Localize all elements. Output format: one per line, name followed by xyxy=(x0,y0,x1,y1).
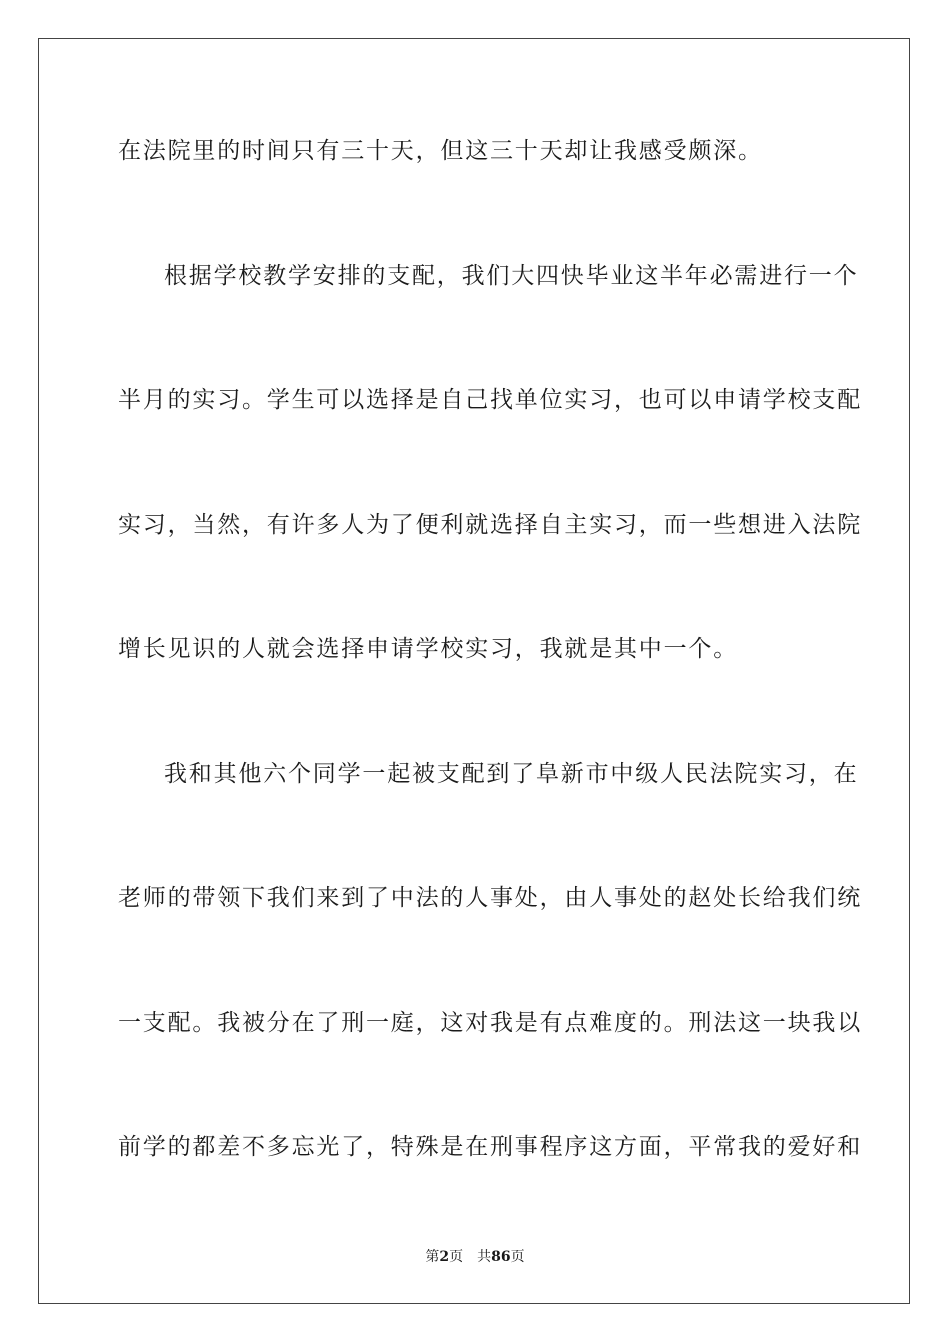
page-prefix: 第 xyxy=(425,1249,440,1265)
paragraph-line: 老师的带领下我们来到了中法的人事处，由人事处的赵处长给我们统 xyxy=(118,885,862,911)
paragraph-line: 前学的都差不多忘光了，特殊是在刑事程序这方面，平常我的爱好和 xyxy=(118,1134,862,1160)
paragraph-line: 一支配。我被分在了刑一庭，这对我是有点难度的。刑法这一块我以 xyxy=(118,1010,862,1036)
page-border xyxy=(38,38,910,1304)
paragraph-line: 根据学校教学安排的支配，我们大四快毕业这半年必需进行一个 xyxy=(164,263,859,289)
total-pages: 86 xyxy=(491,1249,511,1265)
paragraph-line: 实习，当然，有许多人为了便利就选择自主实习，而一些想进入法院 xyxy=(118,512,862,538)
page-number: 2 xyxy=(439,1249,450,1265)
paragraph-line: 我和其他六个同学一起被支配到了阜新市中级人民法院实习，在 xyxy=(164,761,859,787)
total-suffix: 页 xyxy=(510,1249,525,1265)
paragraph-line: 半月的实习。学生可以选择是自己找单位实习，也可以申请学校支配 xyxy=(118,387,862,413)
page-footer xyxy=(0,1248,950,1266)
total-prefix: 共 xyxy=(477,1249,492,1265)
page-suffix: 页 xyxy=(449,1249,464,1265)
paragraph-line: 在法院里的时间只有三十天，但这三十天却让我感受颇深。 xyxy=(118,138,763,164)
paragraph-line: 增长见识的人就会选择申请学校实习，我就是其中一个。 xyxy=(118,636,738,662)
